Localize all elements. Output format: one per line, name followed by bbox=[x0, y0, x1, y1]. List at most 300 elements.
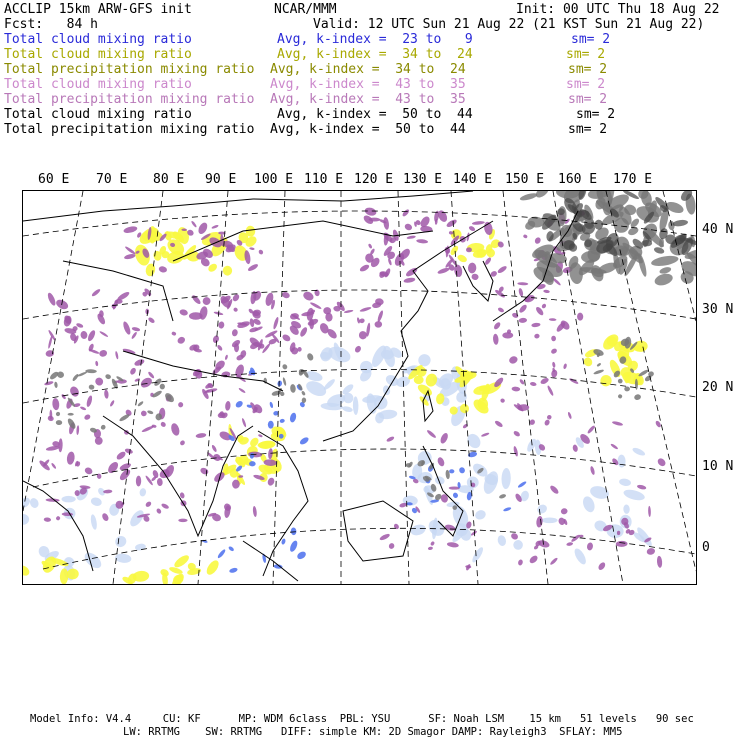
high-latitude-cloud bbox=[653, 272, 674, 288]
high-cloud-patch bbox=[368, 243, 373, 249]
mid-cloud-patch bbox=[204, 558, 221, 577]
high-cloud-patch bbox=[179, 308, 189, 316]
high-cloud-patch bbox=[430, 541, 435, 546]
high-cloud-patch bbox=[134, 358, 146, 367]
high-cloud-patch bbox=[471, 273, 479, 281]
high-cloud-patch bbox=[211, 224, 219, 229]
high-cloud-patch bbox=[494, 420, 504, 429]
legend-smoothing: sm= 2 bbox=[568, 122, 608, 137]
high-cloud-patch bbox=[91, 288, 101, 297]
lat-label: 0 bbox=[702, 540, 710, 555]
high-cloud-patch bbox=[546, 414, 552, 420]
mid-cloud-patch bbox=[222, 265, 233, 276]
high-cloud-patch bbox=[439, 432, 449, 445]
low-cloud-patch bbox=[113, 534, 129, 550]
deep-convection bbox=[54, 382, 58, 389]
deep-convection bbox=[105, 373, 112, 379]
high-cloud-patch bbox=[549, 484, 560, 495]
high-cloud-patch bbox=[94, 376, 105, 387]
high-cloud-patch bbox=[426, 429, 437, 439]
legend-field: Total precipitation mixing ratio bbox=[4, 62, 255, 77]
low-cloud-patch bbox=[581, 495, 597, 514]
legend-k-index: Avg, k-index = 43 to 35 bbox=[270, 77, 466, 92]
low-cloud-patch bbox=[115, 553, 132, 564]
parallel-10n bbox=[33, 449, 696, 487]
deep-convection bbox=[118, 413, 130, 422]
forecast-hour: Fcst: 84 h bbox=[4, 17, 98, 32]
high-cloud-patch bbox=[141, 410, 147, 416]
high-cloud-patch bbox=[170, 422, 181, 436]
low-cloud-core bbox=[228, 546, 235, 552]
low-cloud-core bbox=[503, 507, 512, 513]
high-cloud-patch bbox=[147, 316, 155, 324]
high-cloud-patch bbox=[536, 516, 544, 528]
low-cloud-patch bbox=[617, 455, 625, 468]
deep-convection bbox=[68, 413, 74, 416]
high-cloud-patch bbox=[497, 307, 505, 314]
high-cloud-patch bbox=[61, 393, 67, 399]
low-cloud-core bbox=[452, 492, 459, 499]
low-cloud-core bbox=[449, 469, 454, 473]
low-cloud-patch bbox=[454, 390, 469, 405]
high-cloud-patch bbox=[191, 294, 202, 305]
legend-k-index: Avg, k-index = 43 to 35 bbox=[270, 92, 466, 107]
high-cloud-patch bbox=[211, 444, 218, 452]
lon-label: 100 E bbox=[254, 172, 294, 187]
high-cloud-patch bbox=[386, 436, 395, 443]
high-cloud-patch bbox=[106, 460, 120, 475]
high-cloud-patch bbox=[436, 456, 445, 467]
init-time: Init: 00 UTC Thu 18 Aug 22 bbox=[516, 2, 720, 17]
high-cloud-patch bbox=[171, 331, 177, 336]
high-cloud-patch bbox=[566, 542, 573, 547]
low-cloud-core bbox=[217, 548, 227, 559]
high-cloud-patch bbox=[258, 249, 264, 255]
border-kazakh bbox=[63, 261, 173, 321]
high-cloud-patch bbox=[523, 234, 528, 239]
low-cloud-patch bbox=[619, 478, 632, 487]
high-cloud-patch bbox=[655, 420, 662, 428]
high-cloud-patch bbox=[199, 467, 209, 476]
low-cloud-patch bbox=[353, 396, 359, 415]
low-cloud-patch bbox=[82, 550, 104, 571]
high-cloud-patch bbox=[511, 386, 520, 391]
coastline-korea bbox=[463, 261, 493, 301]
high-cloud-patch bbox=[88, 348, 99, 354]
high-cloud-patch bbox=[401, 208, 410, 217]
high-cloud-patch bbox=[465, 565, 471, 569]
lon-label: 110 E bbox=[304, 172, 344, 187]
low-cloud-patch bbox=[512, 539, 524, 551]
high-cloud-patch bbox=[55, 298, 70, 311]
high-cloud-patch bbox=[52, 398, 60, 411]
high-cloud-patch bbox=[540, 377, 550, 385]
deep-convection bbox=[593, 369, 604, 375]
high-cloud-patch bbox=[258, 434, 263, 438]
parallel-40n bbox=[23, 211, 696, 236]
low-cloud-core bbox=[281, 538, 286, 545]
deep-convection bbox=[147, 410, 154, 415]
high-cloud-patch bbox=[116, 290, 130, 301]
high-cloud-patch bbox=[299, 326, 309, 338]
legend-field: Total precipitation mixing ratio bbox=[4, 122, 255, 137]
high-cloud-patch bbox=[364, 206, 377, 216]
high-cloud-patch bbox=[646, 547, 656, 555]
high-cloud-patch bbox=[558, 517, 566, 526]
high-cloud-patch bbox=[158, 266, 167, 274]
lon-label: 150 E bbox=[505, 172, 545, 187]
deep-convection bbox=[282, 363, 289, 370]
lon-label: 160 E bbox=[558, 172, 598, 187]
lon-label: 90 E bbox=[205, 172, 237, 187]
high-cloud-patch bbox=[87, 329, 97, 342]
legend-smoothing: sm= 2 bbox=[568, 92, 608, 107]
high-cloud-patch bbox=[404, 223, 413, 232]
high-latitude-cloud bbox=[519, 192, 538, 202]
valid-time: Valid: 12 UTC Sun 21 Aug 22 (21 KST Sun 21 Aug 22) bbox=[313, 17, 705, 32]
low-cloud-patch bbox=[623, 504, 630, 514]
high-cloud-patch bbox=[544, 419, 551, 427]
high-cloud-patch bbox=[83, 413, 91, 420]
high-cloud-patch bbox=[586, 542, 593, 551]
high-cloud-patch bbox=[141, 425, 155, 433]
deep-convection bbox=[306, 352, 314, 361]
mid-cloud-patch bbox=[23, 563, 31, 577]
high-cloud-patch bbox=[231, 329, 238, 337]
high-cloud-patch bbox=[530, 381, 537, 386]
high-cloud-patch bbox=[447, 542, 460, 548]
deep-convection bbox=[100, 424, 107, 431]
high-cloud-patch bbox=[191, 220, 198, 228]
low-cloud-core bbox=[296, 550, 307, 561]
high-latitude-cloud-core bbox=[653, 246, 665, 255]
high-cloud-patch bbox=[472, 221, 485, 226]
high-cloud-patch bbox=[393, 523, 400, 530]
high-latitude-cloud bbox=[534, 191, 551, 200]
legend-smoothing: sm= 2 bbox=[571, 32, 611, 47]
high-cloud-patch bbox=[134, 378, 140, 383]
high-cloud-patch bbox=[233, 307, 239, 313]
low-cloud-core bbox=[277, 380, 282, 387]
low-cloud-patch bbox=[622, 488, 645, 502]
high-cloud-patch bbox=[84, 466, 94, 475]
low-cloud-patch bbox=[90, 514, 98, 530]
high-cloud-patch bbox=[302, 290, 315, 302]
high-cloud-patch bbox=[109, 400, 115, 407]
high-cloud-patch bbox=[66, 451, 75, 465]
high-cloud-patch bbox=[123, 225, 138, 234]
high-cloud-patch bbox=[612, 420, 624, 426]
low-cloud-patch bbox=[28, 497, 40, 510]
high-cloud-patch bbox=[218, 321, 225, 329]
deep-convection bbox=[55, 411, 61, 417]
high-cloud-patch bbox=[481, 432, 490, 437]
high-cloud-patch bbox=[657, 556, 663, 568]
high-cloud-patch bbox=[44, 380, 54, 386]
high-cloud-patch bbox=[570, 534, 581, 543]
high-cloud-patch bbox=[145, 501, 153, 508]
high-cloud-patch bbox=[55, 515, 61, 521]
high-cloud-patch bbox=[528, 554, 539, 565]
high-cloud-patch bbox=[470, 530, 477, 536]
high-cloud-patch bbox=[493, 334, 499, 346]
high-cloud-patch bbox=[468, 225, 476, 232]
high-cloud-patch bbox=[249, 247, 255, 250]
high-cloud-patch bbox=[552, 362, 556, 368]
high-cloud-patch bbox=[510, 532, 519, 541]
low-cloud-patch bbox=[501, 468, 511, 489]
high-cloud-patch bbox=[176, 336, 186, 345]
high-cloud-patch bbox=[513, 430, 521, 438]
high-cloud-patch bbox=[610, 443, 619, 450]
high-cloud-patch bbox=[272, 317, 279, 330]
high-cloud-patch bbox=[96, 473, 102, 479]
high-cloud-patch bbox=[517, 282, 528, 286]
high-cloud-patch bbox=[549, 557, 558, 566]
legend-k-index: Avg, k-index = 23 to 9 bbox=[277, 32, 473, 47]
high-cloud-patch bbox=[216, 344, 223, 351]
high-cloud-patch bbox=[178, 519, 187, 522]
deep-convection bbox=[617, 394, 623, 400]
high-cloud-patch bbox=[267, 477, 276, 487]
high-cloud-patch bbox=[648, 506, 651, 517]
high-cloud-patch bbox=[551, 336, 556, 342]
high-cloud-patch bbox=[152, 469, 160, 478]
high-cloud-patch bbox=[572, 444, 578, 452]
high-cloud-patch bbox=[519, 318, 528, 324]
map-canvas bbox=[23, 191, 696, 584]
high-cloud-patch bbox=[502, 332, 513, 338]
mid-cloud-patch bbox=[582, 356, 594, 368]
high-cloud-patch bbox=[359, 263, 370, 272]
high-cloud-patch bbox=[428, 546, 434, 550]
high-cloud-patch bbox=[497, 265, 508, 275]
low-cloud-core bbox=[291, 527, 297, 535]
high-cloud-patch bbox=[225, 401, 231, 411]
lat-label: 30 N bbox=[702, 302, 734, 317]
high-cloud-patch bbox=[178, 402, 183, 407]
high-cloud-patch bbox=[95, 361, 99, 367]
low-cloud-patch bbox=[90, 496, 103, 507]
deep-convection bbox=[596, 362, 601, 367]
high-cloud-patch bbox=[47, 415, 55, 422]
high-cloud-patch bbox=[80, 331, 88, 340]
high-cloud-patch bbox=[104, 389, 109, 398]
legend-smoothing: sm= 2 bbox=[566, 47, 606, 62]
high-cloud-patch bbox=[197, 221, 209, 235]
high-cloud-patch bbox=[161, 503, 170, 510]
coastline-borneo bbox=[343, 501, 413, 561]
high-cloud-patch bbox=[493, 321, 502, 330]
legend-field: Total precipitation mixing ratio bbox=[4, 92, 255, 107]
deep-convection bbox=[72, 373, 80, 382]
deep-convection bbox=[634, 394, 642, 401]
high-cloud-patch bbox=[195, 433, 206, 439]
low-cloud-patch bbox=[589, 484, 611, 501]
legend-field: Total cloud mixing ratio bbox=[4, 107, 192, 122]
low-cloud-patch bbox=[139, 488, 147, 497]
high-cloud-patch bbox=[99, 330, 109, 337]
low-cloud-patch bbox=[631, 446, 646, 457]
high-cloud-patch bbox=[543, 289, 550, 293]
high-cloud-patch bbox=[597, 561, 606, 571]
cloud-mixing-ratio-map bbox=[22, 190, 697, 585]
legend-smoothing: sm= 2 bbox=[566, 77, 606, 92]
high-cloud-patch bbox=[416, 239, 428, 244]
meridian-70e bbox=[23, 191, 83, 511]
high-cloud-patch bbox=[179, 439, 186, 446]
high-latitude-cloud bbox=[659, 266, 672, 275]
meridian-100e bbox=[273, 191, 285, 584]
high-cloud-patch bbox=[252, 506, 257, 517]
high-cloud-patch bbox=[234, 343, 239, 352]
high-cloud-patch bbox=[68, 385, 80, 398]
lat-label: 40 N bbox=[702, 222, 734, 237]
low-cloud-core bbox=[289, 540, 299, 553]
low-cloud-core bbox=[517, 480, 527, 488]
high-cloud-patch bbox=[224, 354, 228, 360]
high-cloud-patch bbox=[406, 235, 416, 239]
high-cloud-patch bbox=[281, 291, 290, 299]
high-cloud-patch bbox=[157, 478, 163, 487]
low-cloud-patch bbox=[536, 503, 549, 516]
deep-convection bbox=[290, 384, 296, 393]
mid-cloud-patch bbox=[456, 253, 468, 263]
high-cloud-patch bbox=[379, 533, 391, 542]
high-cloud-patch bbox=[86, 395, 94, 408]
low-cloud-core bbox=[201, 539, 208, 543]
high-cloud-patch bbox=[115, 450, 127, 461]
deep-convection bbox=[77, 371, 88, 377]
legend-k-index: Avg, k-index = 50 to 44 bbox=[277, 107, 473, 122]
deep-convection bbox=[282, 377, 287, 386]
high-cloud-patch bbox=[517, 559, 523, 566]
high-cloud-patch bbox=[76, 425, 79, 435]
mid-cloud-patch bbox=[598, 373, 614, 389]
high-cloud-patch bbox=[534, 333, 540, 339]
high-cloud-patch bbox=[590, 466, 596, 476]
high-cloud-patch bbox=[484, 257, 492, 266]
high-cloud-patch bbox=[358, 330, 367, 339]
legend-field: Total cloud mixing ratio bbox=[4, 32, 192, 47]
lon-label: 120 E bbox=[354, 172, 394, 187]
low-cloud-core bbox=[269, 401, 274, 408]
high-cloud-patch bbox=[44, 517, 52, 522]
model-info-line: Model Info: V4.4 CU: KF MP: WDM 6class PBL: YSU SF: Noah LSM 15 km 51 levels 90 sec bbox=[30, 713, 694, 725]
lon-label: 60 E bbox=[38, 172, 70, 187]
lat-label: 20 N bbox=[702, 380, 734, 395]
low-cloud-patch bbox=[542, 517, 558, 523]
low-cloud-patch bbox=[470, 546, 485, 564]
high-cloud-patch bbox=[508, 355, 519, 365]
high-cloud-patch bbox=[577, 313, 583, 321]
deep-convection bbox=[499, 493, 507, 499]
high-cloud-patch bbox=[359, 306, 371, 312]
lon-label: 80 E bbox=[153, 172, 185, 187]
low-cloud-core bbox=[458, 466, 466, 474]
high-cloud-patch bbox=[131, 327, 140, 332]
high-cloud-patch bbox=[80, 406, 87, 411]
low-cloud-core bbox=[299, 436, 310, 446]
low-cloud-patch bbox=[134, 543, 146, 551]
coastline-sumatra bbox=[243, 541, 298, 581]
high-cloud-patch bbox=[115, 351, 119, 360]
legend-smoothing: sm= 2 bbox=[576, 107, 616, 122]
low-cloud-patch bbox=[572, 547, 588, 566]
legend-smoothing: sm= 2 bbox=[568, 62, 608, 77]
high-cloud-patch bbox=[519, 379, 525, 386]
high-cloud-patch bbox=[383, 217, 390, 230]
lon-label: 130 E bbox=[403, 172, 443, 187]
legend-field: Total cloud mixing ratio bbox=[4, 47, 192, 62]
high-cloud-patch bbox=[518, 304, 528, 314]
high-cloud-patch bbox=[468, 262, 477, 273]
deep-convection bbox=[618, 379, 623, 384]
deep-convection bbox=[88, 384, 94, 390]
high-latitude-cloud bbox=[650, 254, 679, 268]
high-cloud-patch bbox=[579, 535, 583, 538]
high-cloud-patch bbox=[129, 367, 137, 376]
high-cloud-patch bbox=[344, 309, 354, 313]
parallel-20n bbox=[23, 369, 696, 403]
model-title: ACCLIP 15km ARW-GFS init bbox=[4, 2, 192, 17]
high-cloud-patch bbox=[541, 303, 547, 309]
legend-k-index: Avg, k-index = 34 to 24 bbox=[270, 62, 466, 77]
lat-label: 10 N bbox=[702, 459, 734, 474]
lon-label: 170 E bbox=[613, 172, 653, 187]
high-cloud-patch bbox=[202, 296, 212, 306]
high-cloud-patch bbox=[547, 385, 555, 396]
deep-convection bbox=[159, 384, 165, 390]
low-cloud-core bbox=[279, 418, 285, 423]
high-cloud-patch bbox=[124, 448, 133, 455]
high-cloud-patch bbox=[534, 236, 542, 244]
high-cloud-patch bbox=[563, 363, 568, 369]
high-cloud-patch bbox=[550, 348, 558, 355]
low-cloud-core bbox=[268, 421, 274, 429]
high-cloud-patch bbox=[444, 524, 456, 532]
high-cloud-patch bbox=[466, 247, 472, 252]
high-cloud-patch bbox=[124, 246, 136, 256]
org-label: NCAR/MMM bbox=[274, 2, 337, 17]
lon-label: 140 E bbox=[453, 172, 493, 187]
high-cloud-patch bbox=[453, 264, 463, 278]
high-cloud-patch bbox=[374, 321, 382, 328]
high-cloud-patch bbox=[531, 322, 541, 327]
mid-cloud-patch bbox=[424, 372, 439, 388]
lon-label: 70 E bbox=[96, 172, 128, 187]
low-cloud-core bbox=[289, 412, 297, 423]
deep-convection bbox=[301, 390, 306, 396]
high-cloud-patch bbox=[656, 457, 667, 468]
mid-cloud-patch bbox=[132, 243, 152, 268]
deep-convection bbox=[57, 371, 65, 379]
deep-convection bbox=[137, 401, 144, 408]
high-cloud-patch bbox=[160, 421, 167, 428]
legend-k-index: Avg, k-index = 34 to 24 bbox=[277, 47, 473, 62]
high-cloud-patch bbox=[445, 218, 457, 228]
deep-convection bbox=[163, 391, 175, 403]
low-cloud-patch bbox=[342, 405, 354, 413]
high-cloud-patch bbox=[569, 377, 579, 384]
high-cloud-patch bbox=[156, 508, 163, 515]
high-cloud-patch bbox=[500, 398, 506, 404]
deep-convection bbox=[56, 420, 63, 425]
low-cloud-patch bbox=[497, 534, 508, 547]
high-cloud-patch bbox=[377, 310, 384, 323]
high-cloud-patch bbox=[98, 349, 107, 357]
low-cloud-patch bbox=[474, 509, 488, 522]
